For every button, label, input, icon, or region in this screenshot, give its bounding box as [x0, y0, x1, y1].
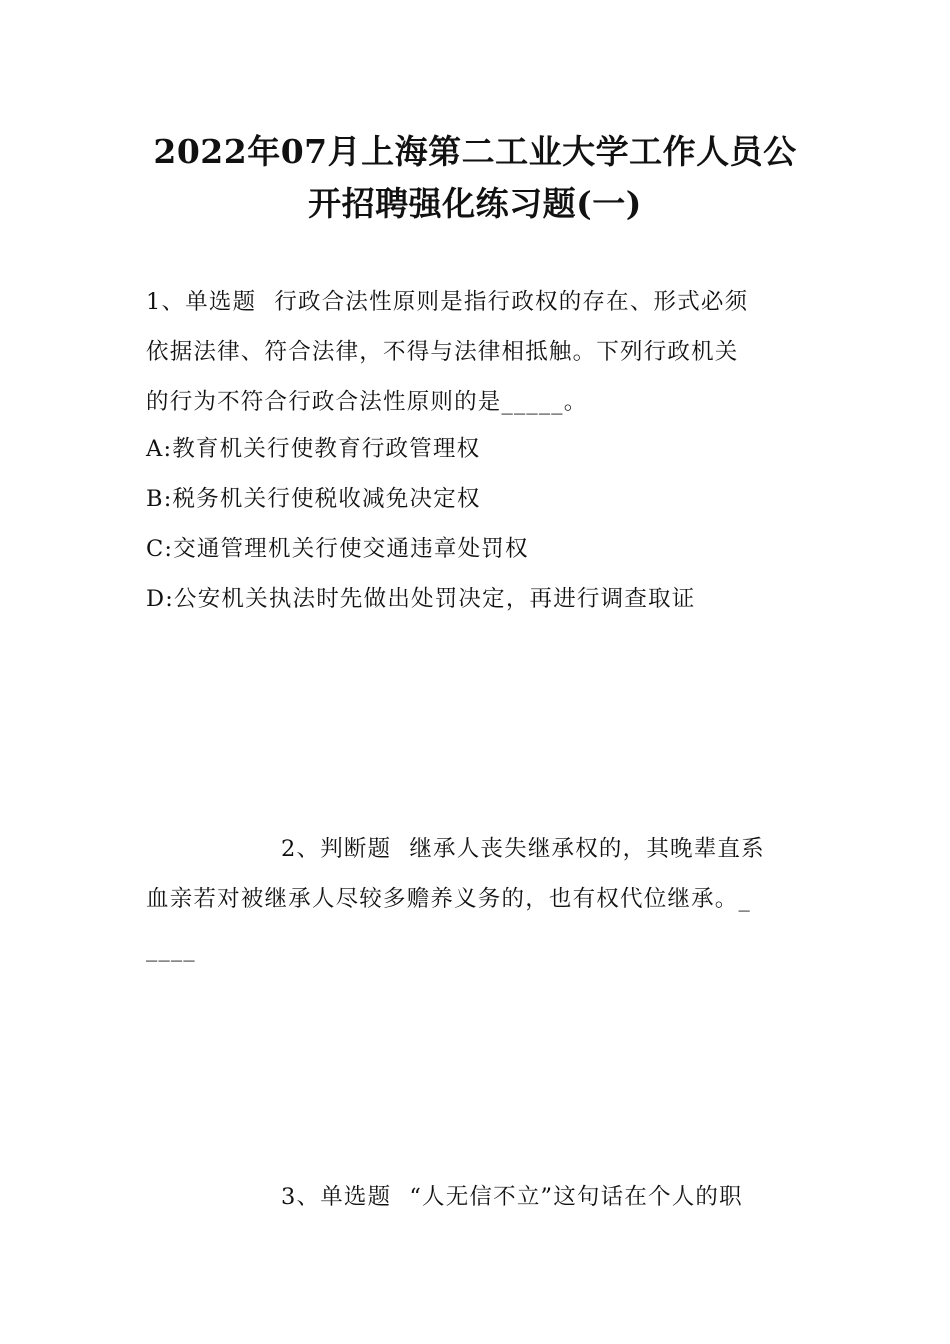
question-1: [146, 277, 816, 427]
option-text: 公安机关执法时先做出处罚决定，再进行调查取证: [174, 586, 696, 612]
question-1-type: 单选题: [185, 289, 257, 315]
question-2-number: 2、: [281, 836, 321, 862]
question-3-stem-1: “人无信不立”这句话在个人的职: [409, 1184, 743, 1210]
option-text: 教育机关行使教育行政管理权: [172, 436, 481, 462]
question-1-option-b: [146, 474, 481, 524]
question-3: [146, 1172, 816, 1222]
question-2: [146, 824, 816, 974]
question-2-type: 判断题: [320, 836, 392, 862]
question-3-line-1: [146, 1172, 816, 1222]
question-2-line-1: [146, 824, 816, 874]
question-1-option-a: [146, 424, 480, 474]
question-3-number: 3、: [281, 1184, 321, 1210]
question-1-number: 1、: [146, 289, 186, 315]
question-2-stem-2: 血亲若对被继承人尽较多赡养义务的，也有权代位继承。_: [146, 886, 751, 912]
document-title: [100, 126, 850, 230]
question-2-stem-3: ____: [146, 936, 196, 962]
question-3-type: 单选题: [320, 1184, 392, 1210]
title-line-2: 开招聘强化练习题(一): [308, 184, 642, 223]
question-1-line-1: [146, 277, 816, 327]
title-line-1: 2022年07月上海第二工业大学工作人员公: [153, 132, 797, 171]
question-2-stem-1: 继承人丧失继承权的，其晚辈直系: [409, 836, 765, 862]
option-key: D:: [146, 586, 175, 612]
question-1-stem-2: 依据法律、符合法律，不得与法律相抵触。下列行政机关: [146, 339, 739, 365]
question-1-stem-1: 行政合法性原则是指行政权的存在、形式必须: [274, 289, 749, 315]
option-text: 税务机关行使税收减免决定权: [172, 486, 481, 512]
question-1-stem-3: 的行为不符合行政合法性原则的是_____。: [146, 389, 588, 415]
option-text: 交通管理机关行使交通违章处罚权: [173, 536, 529, 562]
question-1-option-d: [146, 574, 695, 624]
option-key: B:: [146, 486, 173, 512]
option-key: A:: [146, 436, 173, 462]
option-key: C:: [146, 536, 174, 562]
question-1-option-c: [146, 524, 529, 574]
